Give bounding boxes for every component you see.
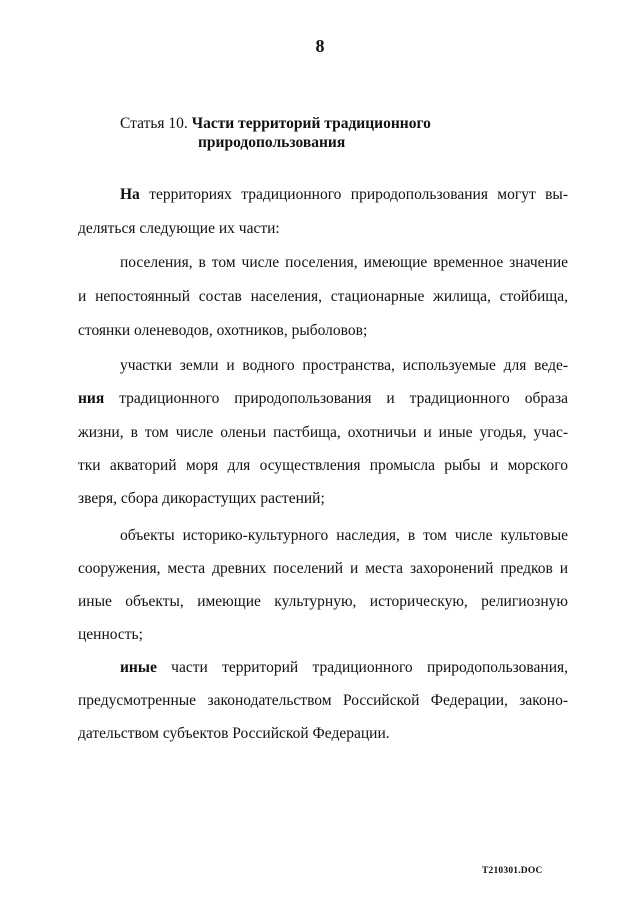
paragraph-3-line-2 xyxy=(78,389,568,409)
paragraph-1-bold-word: На xyxy=(120,186,140,203)
article-heading xyxy=(120,114,540,152)
paragraph-1-line-2: деляться следующие их части: xyxy=(78,220,280,237)
paragraph-3-line-5: зверя, сбора дикорастущих растений; xyxy=(78,490,325,507)
paragraph-3-line-3: жизни, в том числе оленьи пастбища, охотничьи и иные угодья, учас- xyxy=(78,424,568,441)
paragraph-1-line-1-text: территориях традиционного природопользования могут вы- xyxy=(149,186,569,203)
article-title-line-1: Части территорий традиционного xyxy=(191,115,431,132)
paragraph-3-line-4: тки акваторий моря для осуществления промысла рыбы и морского xyxy=(78,457,568,474)
paragraph-5-line-1 xyxy=(120,658,568,678)
paragraph-4-line-4: ценность; xyxy=(78,626,143,643)
page-number: 8 xyxy=(315,36,325,56)
paragraph-4-line-2: сооружения, места древних поселений и места захоронений предков и xyxy=(78,560,568,577)
footer-file-code: T210301.DOC xyxy=(482,866,543,876)
article-title-line-2: природопользования xyxy=(198,134,346,151)
paragraph-5-line-2: предусмотренные законодательством Российской Федерации, законо- xyxy=(78,692,568,709)
article-prefix: Статья 10. xyxy=(120,115,188,132)
paragraph-5-line-3: дательством субъектов Российской Федерации. xyxy=(78,725,390,742)
paragraph-5-bold-word: иные xyxy=(120,659,157,676)
paragraph-3-line-2-text: традиционного природопользования и традиционного образа xyxy=(119,390,568,407)
paragraph-2-line-2: и непостоянный состав населения, стационарные жилища, стойбища, xyxy=(78,288,568,305)
paragraph-5-line-1-text: части территорий традиционного природопользования, xyxy=(171,659,569,676)
paragraph-4-line-3: иные объекты, имеющие культурную, историческую, религиозную xyxy=(78,593,568,610)
paragraph-4-line-1: объекты историко-культурного наследия, в том числе культовые xyxy=(120,527,568,544)
paragraph-3-bold-word: ния xyxy=(78,390,105,407)
paragraph-3-line-1: участки земли и водного пространства, используемые для веде- xyxy=(120,357,568,374)
paragraph-2-line-1: поселения, в том числе поселения, имеющие временное значение xyxy=(120,254,568,271)
paragraph-1-line-1 xyxy=(120,185,568,205)
paragraph-2-line-3: стоянки оленеводов, охотников, рыболовов; xyxy=(78,322,368,339)
